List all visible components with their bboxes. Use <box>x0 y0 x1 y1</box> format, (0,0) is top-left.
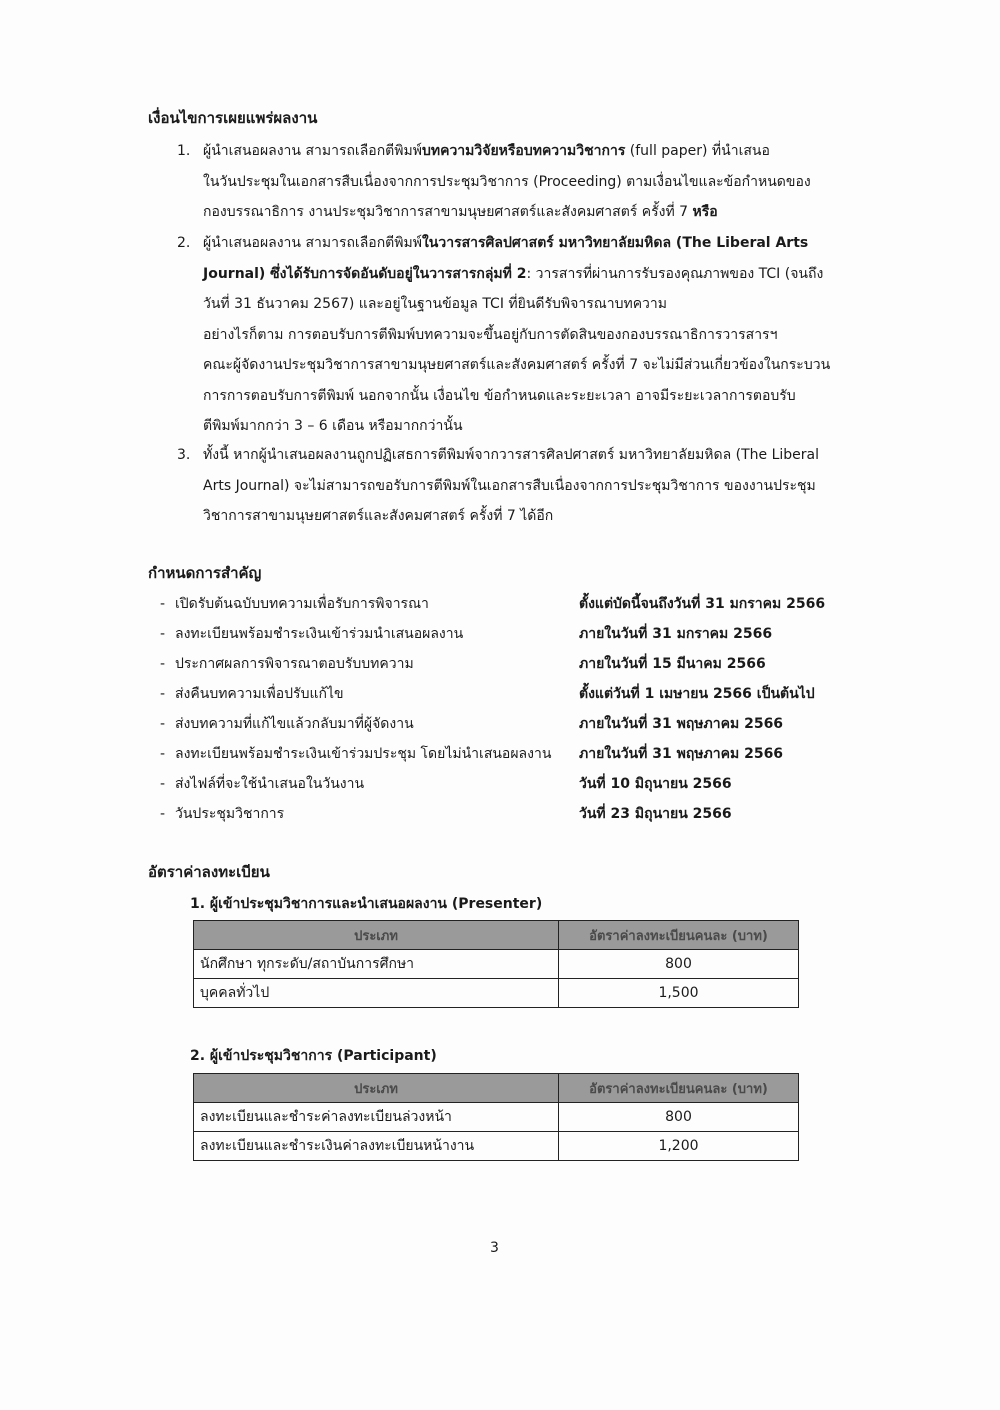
fee-type: นักศึกษา ทุกระดับ/สถาบันการศึกษา <box>194 950 559 979</box>
section-title-fees: อัตราค่าลงทะเบียน <box>148 863 270 881</box>
item1-line1: ผู้นำเสนอผลงาน สามารถเลือกตีพิมพ์บทความวิจัยหรือบทความวิชาการ (full paper) ที่นำเสนอ <box>203 143 770 159</box>
fee-type: ลงทะเบียนและชำระค่าลงทะเบียนล่วงหน้า <box>194 1103 559 1132</box>
table-row <box>194 1132 799 1161</box>
date-event: เปิดรับต้นฉบับบทความเพื่อรับการพิจารณา <box>175 596 429 612</box>
table-row <box>194 979 799 1008</box>
section-title-dates: กำหนดการสำคัญ <box>148 564 262 582</box>
date-row: - ลงทะเบียนพร้อมชำระเงินเข้าร่วมนำเสนอผลงาน ภายในวันที่ 31 มกราคม 2566 <box>160 619 860 649</box>
item1-line2: ในวันประชุมในเอกสารสืบเนื่องจากการประชุมวิชาการ (Proceeding) ตามเงื่อนไขและข้อกำหนดของ <box>203 173 811 190</box>
date-when: ภายในวันที่ 31 มกราคม 2566 <box>579 626 773 642</box>
item3-line2: Arts Journal) จะไม่สามารถขอรับการตีพิมพ์ในเอกสารสืบเนื่องจากการประชุมวิชาการ ของงานประชุม <box>203 477 816 494</box>
item-number-2: 2. <box>177 235 191 251</box>
item2-line7: ตีพิมพ์มากกว่า 3 – 6 เดือน หรือมากกว่านั้น <box>203 418 463 434</box>
table-row <box>194 1103 799 1132</box>
participant-fee-table <box>193 1073 799 1161</box>
fee-type: ลงทะเบียนและชำระเงินค่าลงทะเบียนหน้างาน <box>194 1132 559 1161</box>
item2-line5: คณะผู้จัดงานประชุมวิชาการสาขามนุษยศาสตร์และสังคมศาสตร์ ครั้งที่ 7 จะไม่มีส่วนเกี่ยวข้องในกระบวน <box>203 357 831 373</box>
date-event: ลงทะเบียนพร้อมชำระเงินเข้าร่วมประชุม โดยไม่นำเสนอผลงาน <box>175 746 552 762</box>
section-title-dissemination: เงื่อนไขการเผยแพร่ผลงาน <box>148 109 318 127</box>
item3-line1: ทั้งนี้ หากผู้นำเสนอผลงานถูกปฏิเสธการตีพิมพ์จากวารสารศิลปศาสตร์ มหาวิทยาลัยมหิดล (The Liberal <box>203 447 820 463</box>
date-when: ตั้งแต่วันที่ 1 เมษายน 2566 เป็นต้นไป <box>579 686 815 702</box>
table-row <box>194 950 799 979</box>
table-header-row <box>194 1074 799 1103</box>
presenter-heading: 1. ผู้เข้าประชุมวิชาการและนำเสนอผลงาน (Presenter) <box>190 896 543 912</box>
item2-line6: การการตอบรับการตีพิมพ์ นอกจากนั้น เงื่อนไข ข้อกำหนดและระยะเวลา อาจมีระยะเวลาการตอบรับ <box>203 387 796 404</box>
date-event: ลงทะเบียนพร้อมชำระเงินเข้าร่วมนำเสนอผลงาน <box>175 626 464 642</box>
item-number-1: 1. <box>177 143 191 159</box>
column-header-rate: อัตราค่าลงทะเบียนคนละ (บาท) <box>559 921 799 950</box>
date-row: - ส่งบทความที่แก้ไขแล้วกลับมาที่ผู้จัดงาน ภายในวันที่ 31 พฤษภาคม 2566 <box>160 709 860 739</box>
date-row: - ส่งคืนบทความเพื่อปรับแก้ไข ตั้งแต่วันที่ 1 เมษายน 2566 เป็นต้นไป <box>160 679 860 709</box>
item3-line3: วิชาการสาขามนุษยศาสตร์และสังคมศาสตร์ ครั้งที่ 7 ได้อีก <box>203 508 554 524</box>
date-when: วันที่ 10 มิถุนายน 2566 <box>579 776 732 792</box>
fee-price: 1,500 <box>559 979 799 1008</box>
item2-line3: วันที่ 31 ธันวาคม 2567) และอยู่ในฐานข้อมูล TCI ที่ยินดีรับพิจารณาบทความ <box>203 296 668 312</box>
column-header-type: ประเภท <box>194 921 559 950</box>
date-when: วันที่ 23 มิถุนายน 2566 <box>579 806 732 822</box>
item2-line2: Journal) ซึ่งได้รับการจัดอันดับอยู่ในวารสารกลุ่มที่ 2: วารสารที่ผ่านการรับรองคุณภาพของ TCI (จนถึง <box>203 265 824 282</box>
item-number-3: 3. <box>177 447 191 463</box>
item2-line4: อย่างไรก็ตาม การตอบรับการตีพิมพ์บทความจะขึ้นอยู่กับการตัดสินของกองบรรณาธิการวารสารฯ <box>203 326 778 343</box>
column-header-type: ประเภท <box>194 1074 559 1103</box>
participant-heading: 2. ผู้เข้าประชุมวิชาการ (Participant) <box>190 1048 437 1064</box>
date-when: ภายในวันที่ 31 พฤษภาคม 2566 <box>579 716 784 732</box>
fee-type: บุคคลทั่วไป <box>194 979 559 1008</box>
page-number: 3 <box>490 1240 499 1256</box>
date-when: ภายในวันที่ 15 มีนาคม 2566 <box>579 656 766 672</box>
date-event: ส่งคืนบทความเพื่อปรับแก้ไข <box>175 686 344 702</box>
date-row: - ประกาศผลการพิจารณาตอบรับบทความ ภายในวันที่ 15 มีนาคม 2566 <box>160 649 860 679</box>
item1-line3: กองบรรณาธิการ งานประชุมวิชาการสาขามนุษยศาสตร์และสังคมศาสตร์ ครั้งที่ 7 หรือ <box>203 204 718 220</box>
dissemination-item-2 <box>203 228 830 442</box>
presenter-fee-table <box>193 920 799 1008</box>
dissemination-item-1 <box>203 136 811 228</box>
fee-price: 800 <box>559 950 799 979</box>
date-event: ส่งไฟล์ที่จะใช้นำเสนอในวันงาน <box>175 776 365 792</box>
fee-price: 800 <box>559 1103 799 1132</box>
table-header-row <box>194 921 799 950</box>
date-row: - เปิดรับต้นฉบับบทความเพื่อรับการพิจารณา ตั้งแต่บัดนี้จนถึงวันที่ 31 มกราคม 2566 <box>160 589 860 619</box>
date-event: ประกาศผลการพิจารณาตอบรับบทความ <box>175 656 414 672</box>
dates-list <box>160 589 860 829</box>
column-header-rate: อัตราค่าลงทะเบียนคนละ (บาท) <box>559 1074 799 1103</box>
date-row: - ลงทะเบียนพร้อมชำระเงินเข้าร่วมประชุม โดยไม่นำเสนอผลงาน ภายในวันที่ 31 พฤษภาคม 2566 <box>160 739 860 769</box>
item2-line1: ผู้นำเสนอผลงาน สามารถเลือกตีพิมพ์ในวารสารศิลปศาสตร์ มหาวิทยาลัยมหิดล (The Liberal Arts <box>203 235 809 251</box>
fee-price: 1,200 <box>559 1132 799 1161</box>
date-event: วันประชุมวิชาการ <box>175 806 285 822</box>
dissemination-item-3 <box>203 440 819 532</box>
date-when: ภายในวันที่ 31 พฤษภาคม 2566 <box>579 746 784 762</box>
date-event: ส่งบทความที่แก้ไขแล้วกลับมาที่ผู้จัดงาน <box>175 716 414 732</box>
date-row: - ส่งไฟล์ที่จะใช้นำเสนอในวันงาน วันที่ 10 มิถุนายน 2566 <box>160 769 860 799</box>
date-row: - วันประชุมวิชาการ วันที่ 23 มิถุนายน 2566 <box>160 799 860 829</box>
date-when: ตั้งแต่บัดนี้จนถึงวันที่ 31 มกราคม 2566 <box>579 596 826 612</box>
